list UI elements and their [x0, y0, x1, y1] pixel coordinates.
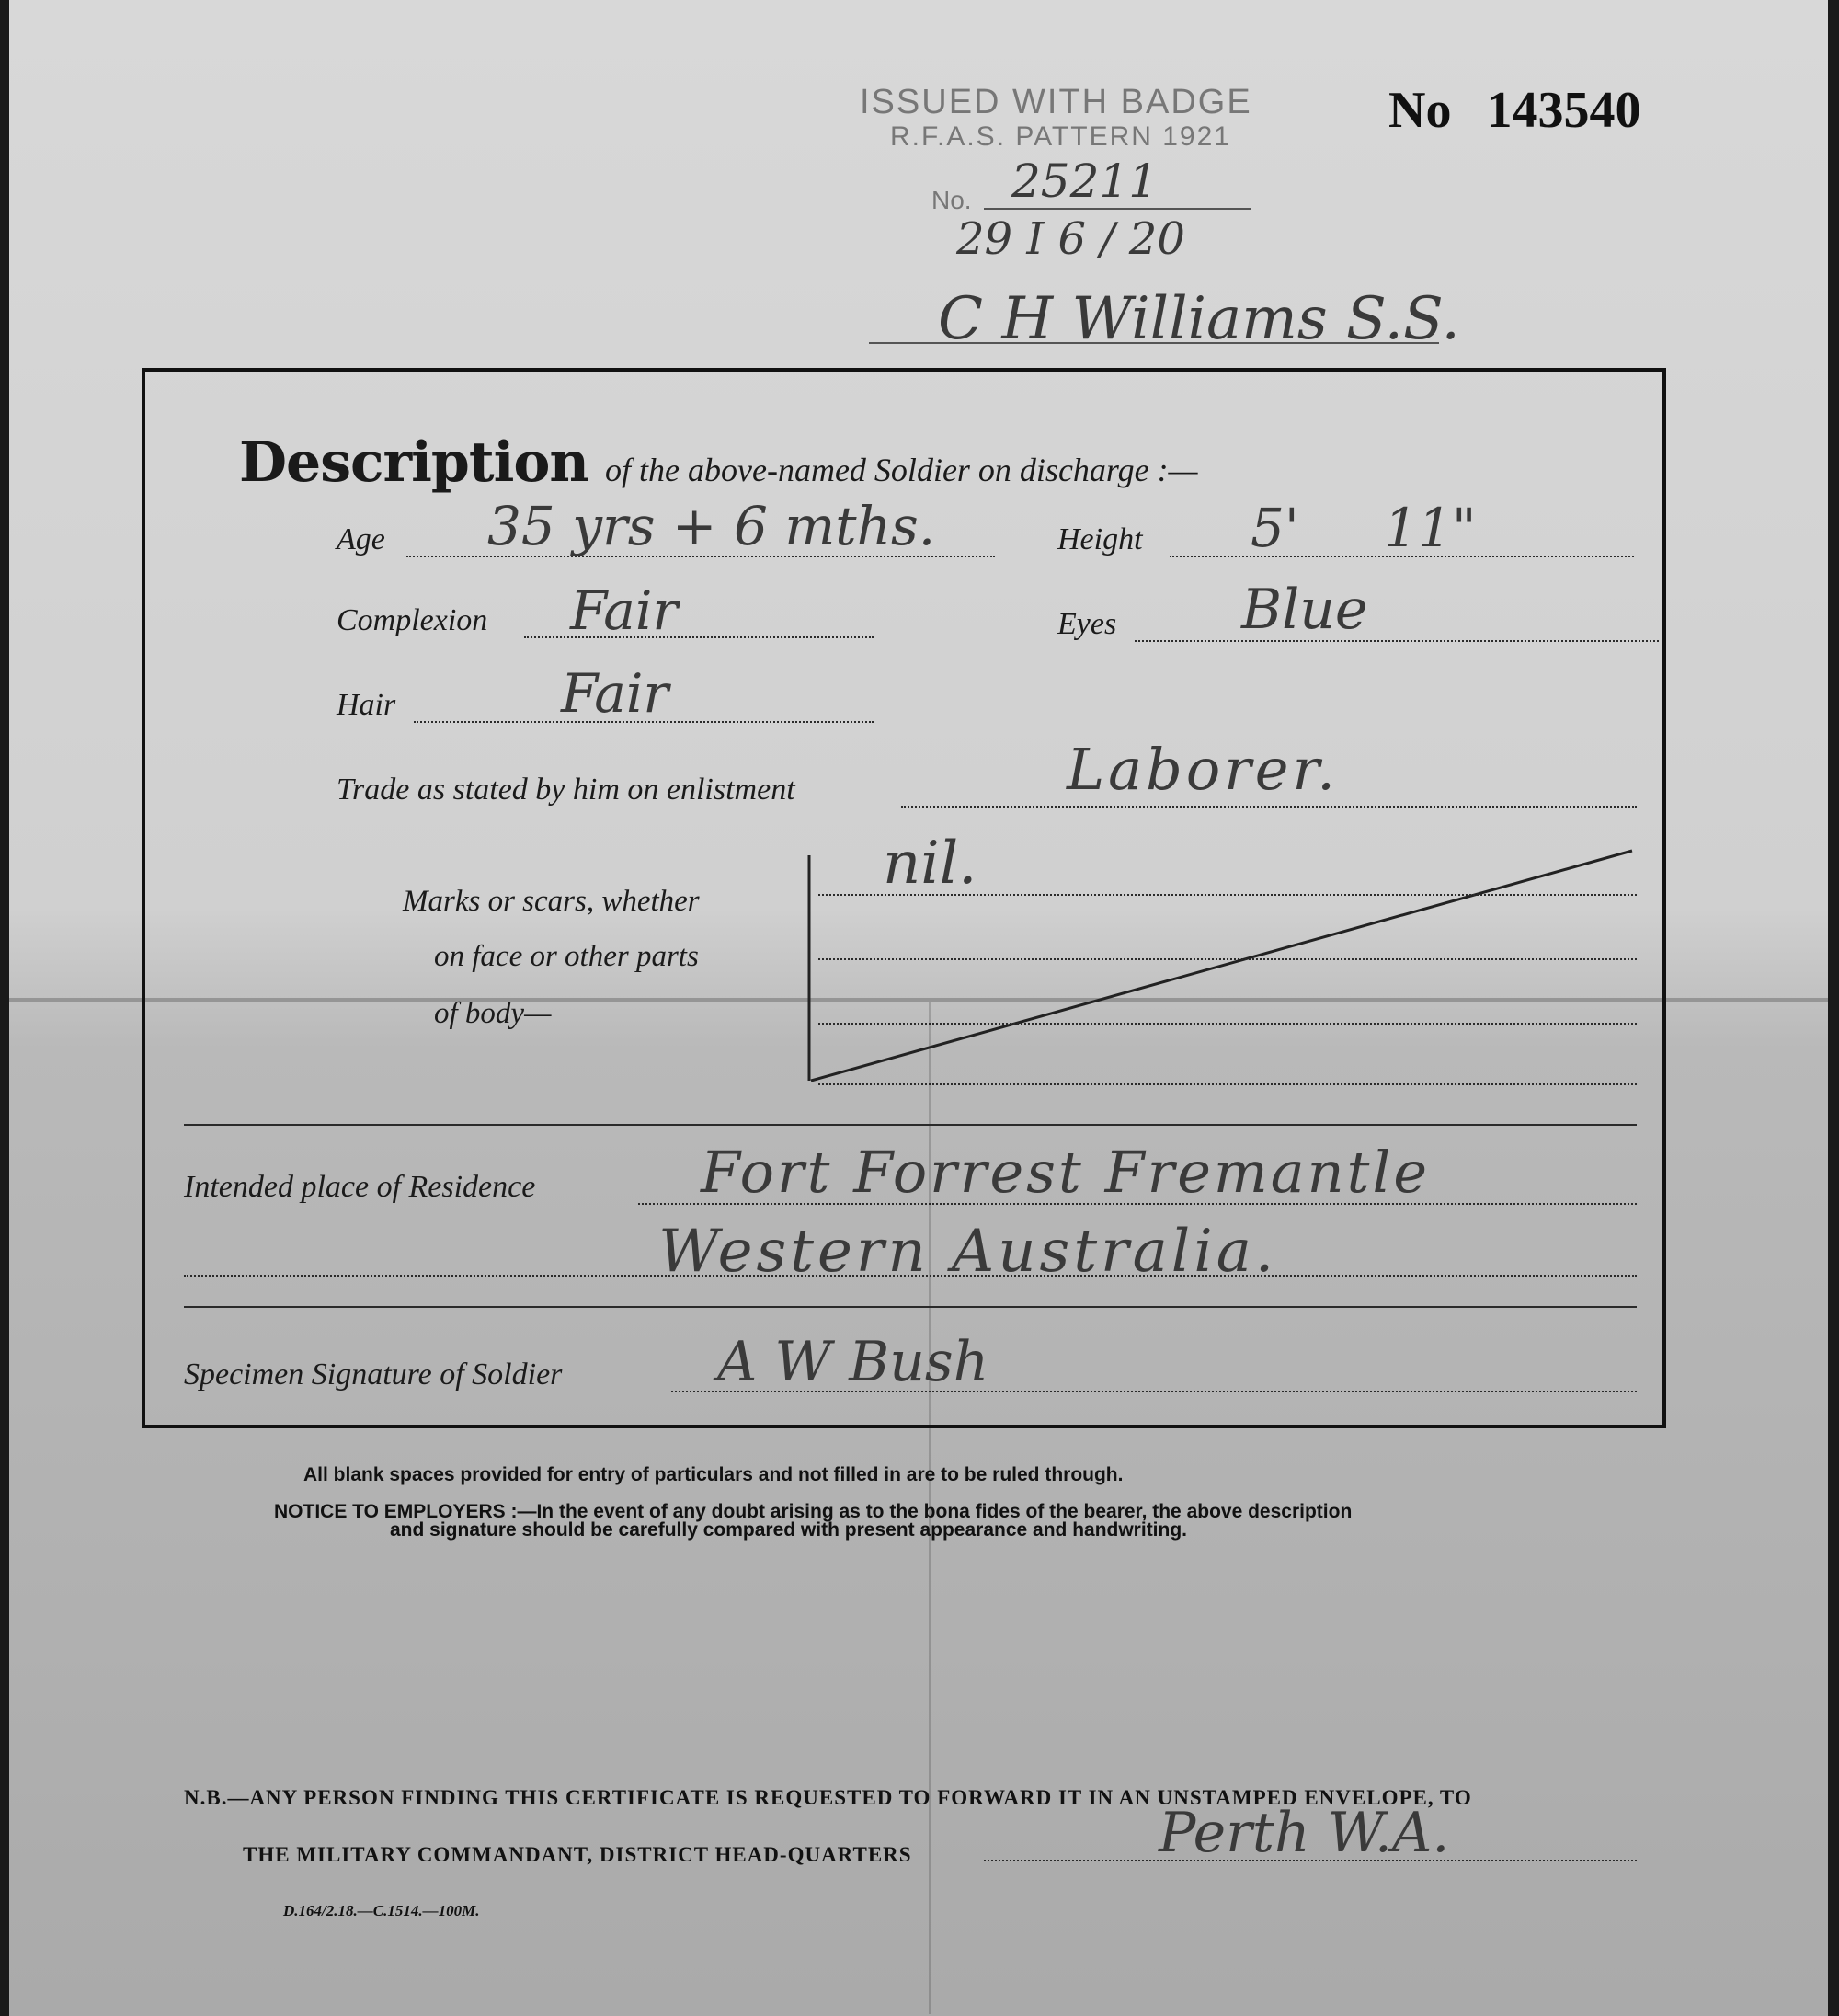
stamp-no-value: 25211 — [1011, 155, 1159, 208]
residence-value-2: Western Australia. — [658, 1218, 1278, 1286]
marks-line-4 — [818, 1083, 1637, 1085]
age-value: 35 yrs + 6 mths. — [487, 495, 936, 557]
height-value: 5' 11" — [1251, 497, 1477, 559]
height-label: Height — [1057, 522, 1143, 556]
complexion-value: Fair — [570, 579, 679, 642]
signature-label: Specimen Signature of Soldier — [184, 1357, 563, 1392]
form-title — [239, 430, 1198, 495]
employers-line-2: and signature should be carefully compared with present appearance and handwriting. — [390, 1519, 1188, 1541]
stamp-line-1: ISSUED WITH BADGE — [860, 83, 1252, 121]
nb-line-2: THE MILITARY COMMANDANT, DISTRICT HEAD-QUARTERS — [243, 1843, 912, 1866]
stamp-date: 29 I 6 / 20 — [956, 213, 1185, 265]
marks-value: nil. — [883, 830, 977, 898]
cert-no-value: 143540 — [1486, 82, 1641, 139]
complexion-label: Complexion — [337, 603, 488, 637]
age-label: Age — [337, 522, 385, 556]
title-word: Description — [239, 430, 589, 495]
trade-line — [901, 806, 1637, 808]
marks-line-2 — [818, 958, 1637, 960]
trade-label: Trade as stated by him on enlistment — [337, 773, 795, 807]
marks-line-3 — [818, 1023, 1637, 1025]
residence-line-3 — [184, 1306, 1637, 1308]
eyes-value: Blue — [1241, 578, 1368, 642]
hair-value: Fair — [561, 662, 669, 725]
separator-line — [184, 1124, 1637, 1126]
nb-value: Perth W.A. — [1159, 1801, 1450, 1865]
marks-label-2: on face or other parts — [434, 940, 699, 973]
stamp-signature-rule — [869, 342, 1439, 344]
marks-label-3: of body— — [434, 997, 552, 1030]
marks-label-1: Marks or scars, whether — [403, 885, 700, 918]
residence-value-1: Fort Forrest Fremantle — [701, 1139, 1431, 1206]
nb-line-1: N.B.—ANY PERSON FINDING THIS CERTIFICATE IS REQUESTED TO FORWARD IT IN AN UNSTAMPED ENVELOPE, TO — [184, 1786, 1472, 1809]
eyes-label: Eyes — [1057, 607, 1117, 641]
certificate-paper — [9, 0, 1828, 2016]
trade-value: Laborer. — [1067, 736, 1340, 803]
cert-no-label: No — [1388, 82, 1452, 139]
employers-line-1: In the event of any doubt arising as to the bona fides of the bearer, the above description — [536, 1501, 1353, 1522]
residence-label: Intended place of Residence — [184, 1170, 536, 1204]
eyes-line — [1135, 640, 1659, 642]
blank-spaces-notice: All blank spaces provided for entry of particulars and not filled in are to be ruled through. — [303, 1464, 1124, 1485]
stamp-no-label: No. — [931, 186, 972, 214]
title-rest: of the above-named Soldier on discharge :— — [605, 452, 1198, 488]
stamp-line-2: R.F.A.S. PATTERN 1921 — [890, 121, 1231, 152]
stamp-signature: C H Williams S.S. — [938, 285, 1460, 353]
signature-value: A W Bush — [717, 1330, 989, 1394]
certificate-number — [1388, 81, 1640, 140]
hair-label: Hair — [337, 688, 396, 722]
employers-lead: NOTICE TO EMPLOYERS :— — [274, 1501, 537, 1522]
stamp-no-rule — [984, 208, 1251, 210]
footer-code: D.164/2.18.—C.1514.—100M. — [283, 1902, 480, 1919]
